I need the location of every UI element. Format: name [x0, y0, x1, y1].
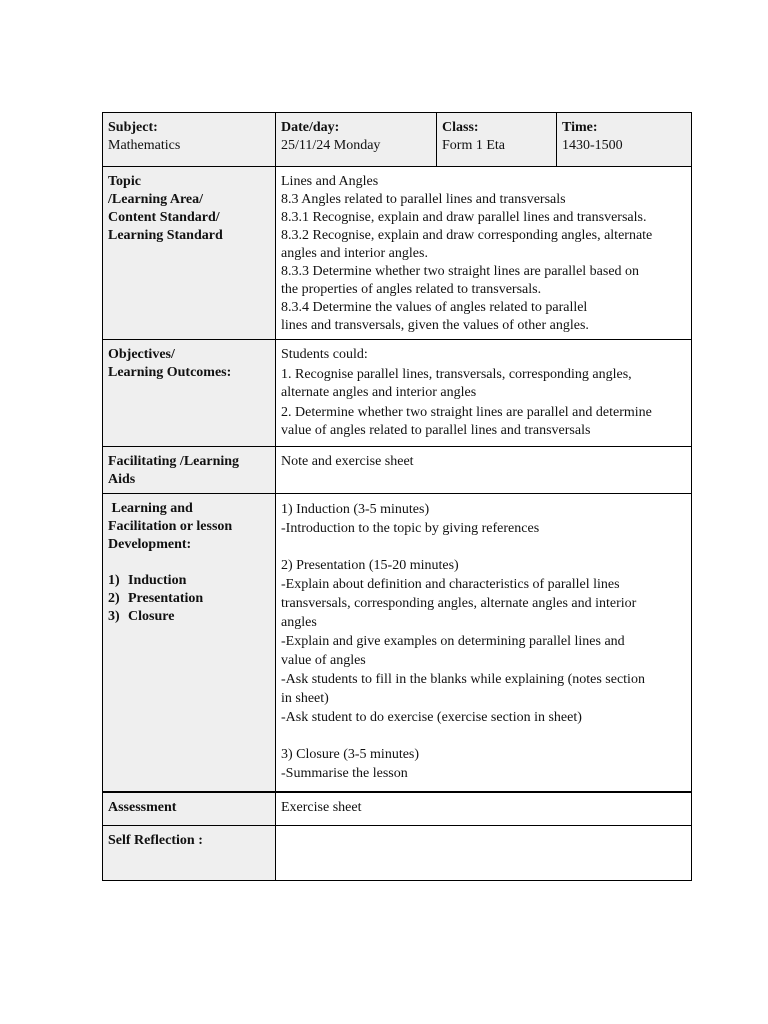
aids-content: [276, 447, 692, 494]
presentation-line: -Ask student to do exercise (exercise section in sheet): [281, 710, 582, 725]
topic-label-line: Learning Standard: [108, 228, 223, 243]
presentation-line: value of angles: [281, 653, 366, 668]
presentation-line: -Explain about definition and characteristics of parallel lines: [281, 577, 620, 592]
development-label: [103, 494, 276, 793]
topic-content: [276, 167, 692, 340]
presentation-line: in sheet): [281, 691, 329, 706]
assessment-label-text: Assessment: [108, 800, 177, 815]
aids-label: [103, 447, 276, 494]
subject-cell: [103, 113, 276, 167]
self-reflection-label-text: Self Reflection :: [108, 833, 203, 848]
presentation-line: 2) Presentation (15-20 minutes): [281, 558, 459, 573]
stage-number: 3): [108, 609, 120, 624]
topic-line: 8.3 Angles related to parallel lines and transversals: [281, 192, 566, 207]
development-row: [103, 494, 692, 793]
development-label-line: Facilitation or lesson: [108, 519, 233, 534]
objectives-label-line: Learning Outcomes:: [108, 365, 232, 380]
stage-number: 2): [108, 591, 120, 606]
objectives-line: 1. Recognise parallel lines, transversals, corresponding angles,: [281, 367, 632, 382]
presentation-line: -Explain and give examples on determining parallel lines and: [281, 634, 625, 649]
topic-line: lines and transversals, given the values of other angles.: [281, 318, 589, 333]
stage-name: Presentation: [128, 591, 204, 606]
objectives-row: [103, 340, 692, 447]
objectives-line: value of angles related to parallel lines and transversals: [281, 423, 591, 438]
topic-label-line: Content Standard/: [108, 210, 220, 225]
objectives-label: [103, 340, 276, 447]
topic-line: 8.3.2 Recognise, explain and draw corresponding angles, alternate: [281, 228, 653, 243]
date-cell: [276, 113, 437, 167]
stage-name: Closure: [128, 609, 175, 624]
topic-line: 8.3.3 Determine whether two straight lines are parallel based on: [281, 264, 640, 279]
induction-line: 1) Induction (3-5 minutes): [281, 502, 430, 517]
aids-label-line: Aids: [108, 472, 136, 487]
date-label: Date/day:: [281, 120, 340, 135]
objectives-line: alternate angles and interior angles: [281, 385, 477, 400]
aids-value: Note and exercise sheet: [281, 454, 414, 469]
topic-line: 8.3.4 Determine the values of angles related to parallel: [281, 300, 588, 315]
assessment-label: [103, 792, 276, 826]
time-label: Time:: [562, 120, 598, 135]
topic-line: 8.3.1 Recognise, explain and draw parallel lines and transversals.: [281, 210, 647, 225]
class-label: Class:: [442, 120, 479, 135]
topic-line: Lines and Angles: [281, 174, 379, 189]
subject-label: Subject:: [108, 120, 158, 135]
time-cell: [557, 113, 692, 167]
development-label-line: Learning and: [108, 501, 193, 516]
self-reflection-row: [103, 826, 692, 881]
topic-line: the properties of angles related to transversals.: [281, 282, 542, 297]
objectives-content: [276, 340, 692, 447]
presentation-line: angles: [281, 615, 317, 630]
topic-label-line: Topic: [108, 174, 141, 189]
lesson-plan-table: [102, 112, 692, 881]
objectives-line: Students could:: [281, 347, 368, 362]
topic-label: [103, 167, 276, 340]
assessment-content: [276, 792, 692, 826]
closure-line: -Summarise the lesson: [281, 766, 408, 781]
stage-item-closure: [108, 608, 270, 626]
objectives-line: 2. Determine whether two straight lines are parallel and determine: [281, 405, 652, 420]
assessment-value: Exercise sheet: [281, 800, 362, 815]
time-value: 1430-1500: [562, 138, 623, 153]
self-reflection-content: [276, 826, 692, 881]
stage-item-presentation: [108, 590, 270, 608]
aids-label-line: Facilitating /Learning: [108, 454, 240, 469]
date-value: 25/11/24 Monday: [281, 138, 381, 153]
subject-value: Mathematics: [108, 138, 181, 153]
objectives-label-line: Objectives/: [108, 347, 175, 362]
topic-line: angles and interior angles.: [281, 246, 428, 261]
development-content: [276, 494, 692, 793]
closure-line: 3) Closure (3-5 minutes): [281, 747, 420, 762]
presentation-line: transversals, corresponding angles, alternate angles and interior: [281, 596, 637, 611]
topic-row: [103, 167, 692, 340]
induction-line: -Introduction to the topic by giving references: [281, 521, 540, 536]
topic-label-line: /Learning Area/: [108, 192, 204, 207]
stage-name: Induction: [128, 573, 187, 588]
aids-row: [103, 447, 692, 494]
self-reflection-label: [103, 826, 276, 881]
assessment-row: [103, 792, 692, 826]
stage-number: 1): [108, 573, 120, 588]
header-row: [103, 113, 692, 167]
class-cell: [437, 113, 557, 167]
development-label-line: Development:: [108, 537, 192, 552]
stage-item-induction: [108, 572, 270, 590]
class-value: Form 1 Eta: [442, 138, 505, 153]
presentation-line: -Ask students to fill in the blanks while explaining (notes section: [281, 672, 645, 687]
